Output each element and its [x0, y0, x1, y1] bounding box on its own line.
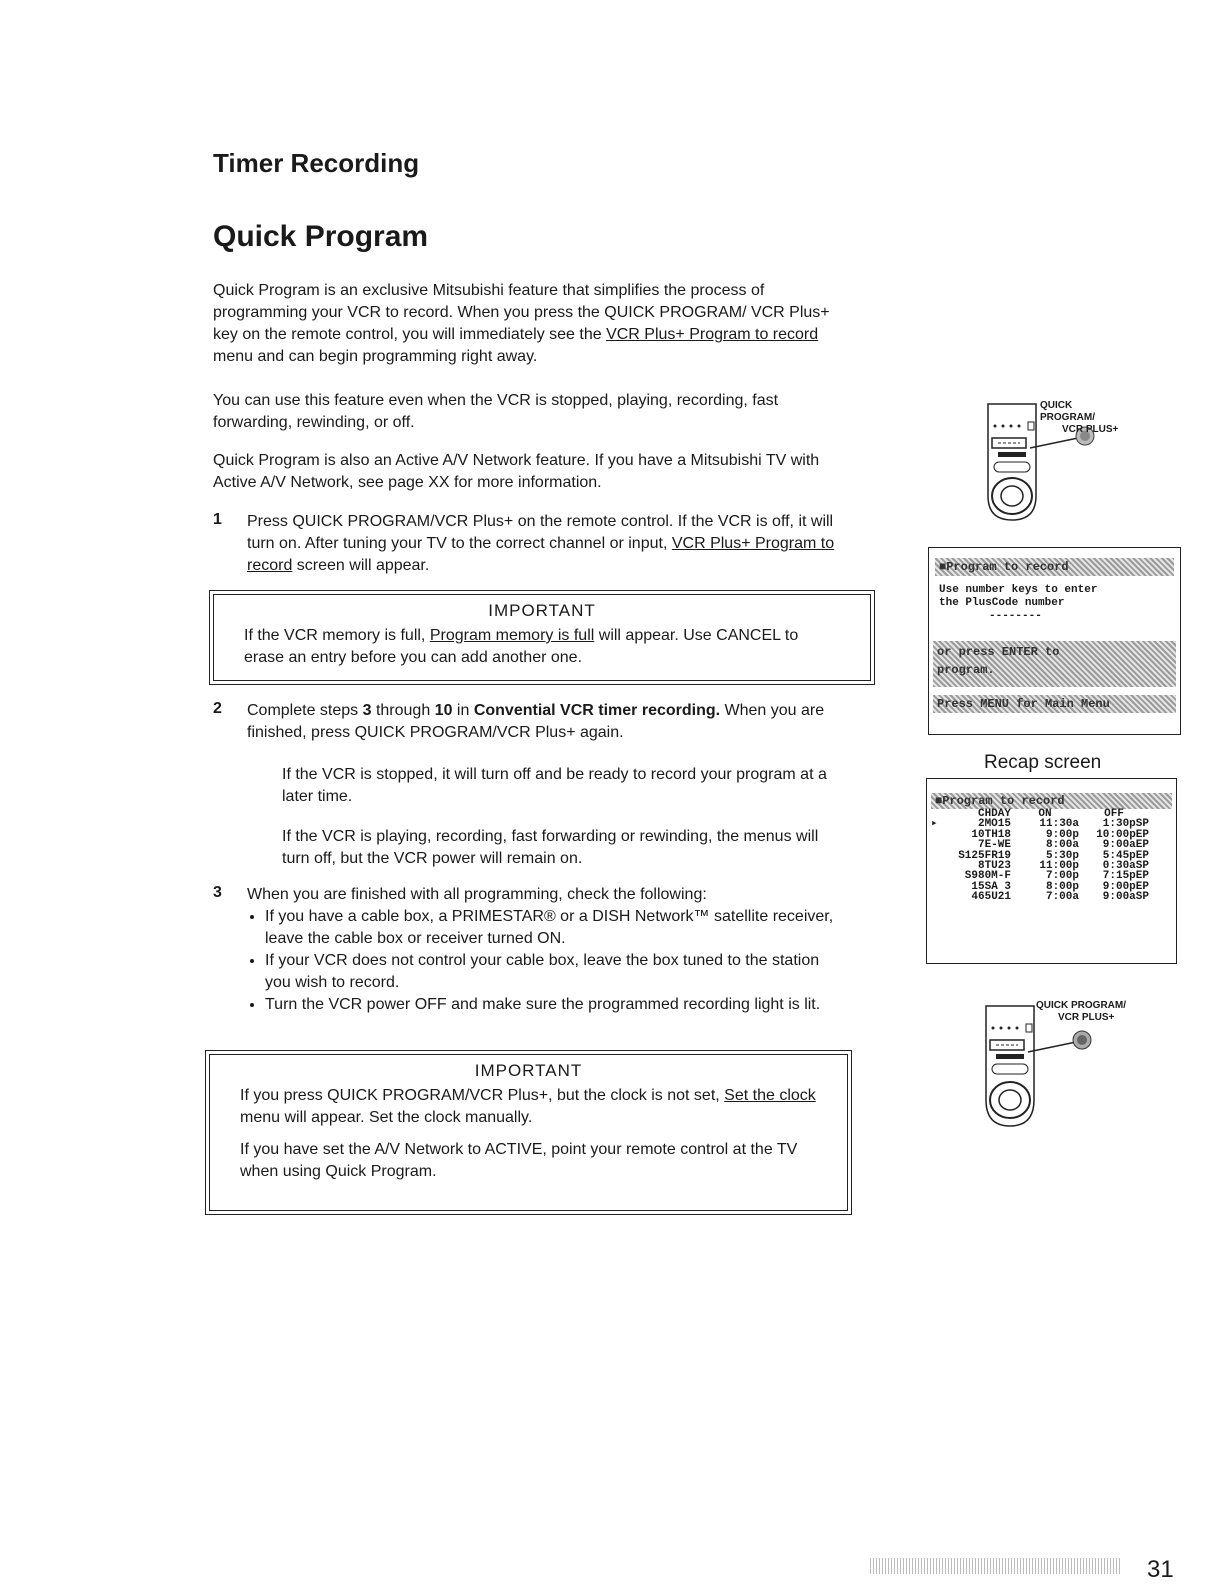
step-1-text: Press QUICK PROGRAM/VCR Plus+ on the remote control. If the VCR is off, it will turn on. After tuning your TV to the correct channel or input, VCR Plus+ Program to record screen will appear. — [247, 513, 835, 574]
page-title: Quick Program — [213, 220, 429, 253]
table-row: 465U21 7:00a 9:00aSP — [971, 891, 1149, 904]
table-row: S980M-F 7:00p 7:15pEP — [964, 870, 1149, 883]
table-row: 15SA 3 8:00p 9:00pEP — [971, 880, 1149, 893]
table-row: ▸ 2MO15 11:30a 1:30pSP — [931, 818, 1149, 831]
intro-paragraph-1: Quick Program is an exclusive Mitsubishi feature that simplifies the process of programming your VCR to record. When you press the QUICK PROGRAM/ VCR Plus+ key on the remote control, you will immediately see the VCR Plus+ Program to record menu and can begin programming right away. — [213, 282, 830, 365]
important-text: If you press QUICK PROGRAM/VCR Plus+, but the clock is not set, Set the clock menu will appear. Set the clock manually. — [240, 1087, 816, 1126]
plus-code-entry-field: -------- — [989, 610, 1042, 622]
list-item: • Turn the VCR power OFF and make sure the programmed recording light is lit. — [265, 994, 847, 1016]
remote-illustration-2 — [976, 996, 1126, 1131]
step-2-note-1: If the VCR is stopped, it will turn off and be ready to record your program at a later time. — [282, 766, 827, 805]
step-3-content — [247, 884, 847, 1016]
step-number-3: 3 — [213, 884, 222, 901]
screen-name-link: VCR Plus+ Program to record — [247, 535, 835, 574]
intro-paragraph-2: You can use this feature even when the VCR is stopped, playing, recording, fast forwarding, rewinding, or off. — [213, 392, 779, 431]
remote-button-label: QUICK PROGRAM/ VCR PLUS+ — [1040, 400, 1119, 435]
important-box-1 — [213, 594, 871, 681]
important-box-2 — [209, 1054, 848, 1211]
program-to-record-screen — [928, 547, 1181, 735]
list-item: • If your VCR does not control your cable box, leave the box tuned to the station you wish to record. — [265, 950, 847, 994]
important-text: If you have set the A/V Network to ACTIVE, point your remote control at the TV when using Quick Program. — [240, 1141, 798, 1180]
remote-button-label: QUICK PROGRAM/ VCR PLUS+ — [1036, 1000, 1126, 1023]
page-number: 31 — [1147, 1556, 1174, 1583]
screen-instruction: the PlusCode number — [939, 597, 1065, 609]
menu-name-link: VCR Plus+ Program to record — [606, 326, 819, 343]
recap-screen-caption: Recap screen — [984, 752, 1102, 773]
screen-hatched-prompt: or press ENTER to program. — [933, 641, 1176, 687]
step-2-text: Complete steps 3 through 10 in Convential VCR timer recording. When you are finished, press QUICK PROGRAM/VCR Plus+ again. — [247, 702, 825, 741]
screen-title-bar: ■Program to record — [931, 793, 1172, 809]
table-row: S125FR19 5:30p 5:45pEP — [958, 849, 1149, 862]
selection-arrow-icon: ▸ — [931, 818, 938, 831]
important-heading: IMPORTANT — [488, 601, 596, 620]
table-row: 7E-WE 8:00a 9:00aEP — [977, 839, 1149, 852]
table-row: 10TH18 9:00p 10:00pEP — [971, 828, 1149, 841]
step-2-note-2: If the VCR is playing, recording, fast forwarding or rewinding, the menus will turn off, but the VCR power will remain on. — [282, 828, 819, 867]
screen-title-bar: ■Program to record — [935, 558, 1174, 576]
recap-screen — [926, 778, 1177, 964]
screen-instruction: Use number keys to enter — [939, 584, 1098, 596]
recap-table — [931, 809, 1149, 903]
step-number-2: 2 — [213, 700, 222, 717]
important-heading: IMPORTANT — [474, 1061, 583, 1080]
menu-icon: ■ — [935, 794, 943, 808]
screen-footer: Press MENU for Main Menu — [933, 695, 1176, 713]
remote-illustration-1 — [978, 396, 1128, 526]
important-text: If the VCR memory is full, Program memory is full will appear. Use CANCEL to erase an entry before you can add another one. — [244, 627, 799, 666]
section-title: Timer Recording — [213, 148, 420, 178]
step-3-intro: When you are finished with all programming, check the following: — [247, 886, 707, 903]
checklist — [247, 906, 847, 1016]
list-item: • If you have a cable box, a PRIMESTAR® or a DISH Network™ satellite receiver, leave the cable box or receiver turned ON. — [265, 906, 847, 950]
table-header-row: CHDAY ON OFF — [977, 808, 1124, 820]
menu-icon: ■ — [939, 560, 947, 574]
table-row: 8TU23 11:00p 0:30aSP — [977, 860, 1149, 873]
step-number-1: 1 — [213, 511, 222, 528]
footer-decorative-bar — [870, 1558, 1120, 1574]
intro-paragraph-3: Quick Program is also an Active A/V Network feature. If you have a Mitsubishi TV with Active A/V Network, see page XX for more information. — [213, 452, 820, 491]
